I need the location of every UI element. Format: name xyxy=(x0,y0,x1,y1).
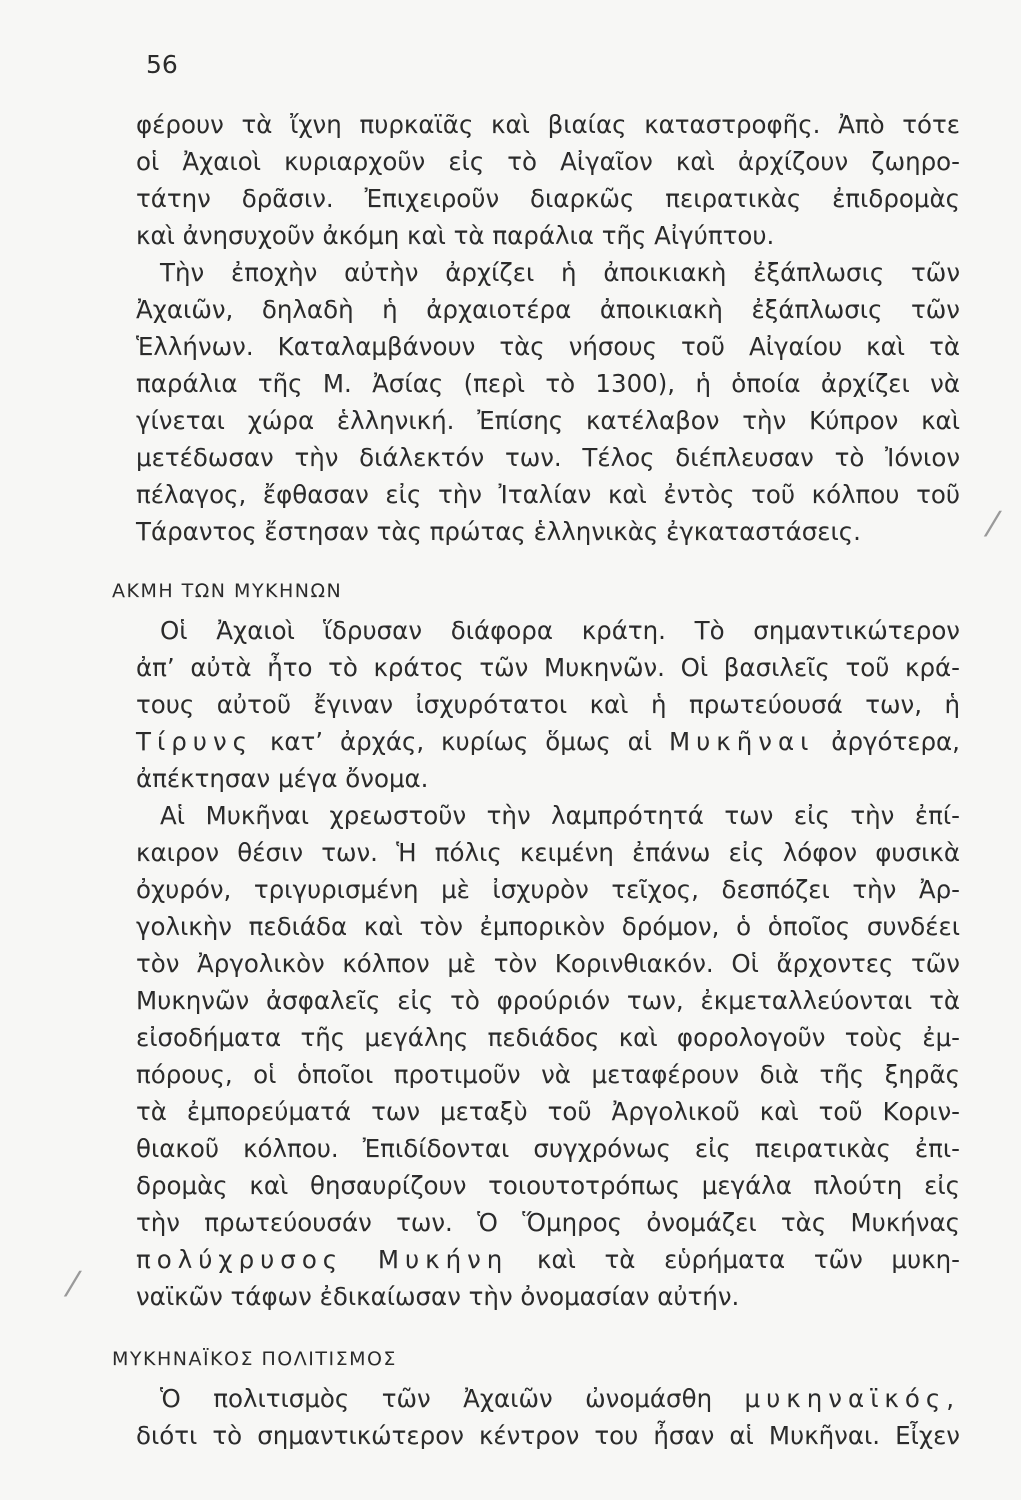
text-line: ἀπέκτησαν μέγα ὄνομα. xyxy=(136,764,429,793)
text-line: Τὴν ἐποχὴν αὐτὴν ἀρχίζει ἡ ἀποικιακὴ ἐξάπλωσις τῶν xyxy=(160,258,960,287)
text-line: γολικὴν πεδιάδα καὶ τὸν ἐμπορικὸν δρόμον, ὁ ὁποῖος συνδέει xyxy=(136,912,960,941)
text-line: ναϊκῶν τάφων ἐδικαίωσαν τὴν ὀνομασίαν αὐτήν. xyxy=(136,1282,740,1311)
text-line: φέρουν τὰ ἴχνη πυρκαϊᾶς καὶ βιαίας καταστροφῆς. Ἀπὸ τότε xyxy=(136,110,960,139)
text-line xyxy=(136,725,960,759)
section-heading: ΜΥΚΗΝΑΪΚΟΣ ΠΟΛΙΤΙΣΜΟΣ xyxy=(112,1348,397,1370)
text-line: καιρον θέσιν των. Ἡ πόλις κειμένη ἐπάνω εἰς λόφον φυσικὰ xyxy=(136,838,960,867)
text-line: διότι τὸ σημαντικώτερον κέντρον του ἦσαν αἱ Μυκῆναι. Εἶχεν xyxy=(136,1421,960,1450)
emphasized-word: Μυκῆναι xyxy=(668,727,815,756)
text-line xyxy=(136,1243,960,1277)
text-line: θιακοῦ κόλπου. Ἐπιδίδονται συγχρόνως εἰς πειρατικὰς ἐπι- xyxy=(136,1134,960,1163)
text-line: Μυκηνῶν ἀσφαλεῖς εἰς τὸ φρούριόν των, ἐκμεταλλεύονται τὰ xyxy=(136,986,960,1015)
text-line: Τάραντος ἔστησαν τὰς πρώτας ἑλληνικὰς ἐγκαταστάσεις. xyxy=(136,517,861,546)
text-line: οἱ Ἀχαιοὶ κυριαρχοῦν εἰς τὸ Αἰγαῖον καὶ ἀρχίζουν ζωηρο- xyxy=(136,147,960,176)
text-line: τὴν πρωτεύουσάν των. Ὁ Ὅμηρος ὀνομάζει τὰς Μυκήνας xyxy=(136,1208,960,1237)
text-line: πόρους, οἱ ὁποῖοι προτιμοῦν νὰ μεταφέρουν διὰ τῆς ξηρᾶς xyxy=(136,1060,960,1089)
pencil-mark-icon: ⁄ xyxy=(70,1265,76,1305)
text-line: τους αὐτοῦ ἔγιναν ἰσχυρότατοι καὶ ἡ πρωτεύουσά των, ἡ xyxy=(136,690,960,719)
emphasized-phrase: πολύχρυσος Μυκήνη xyxy=(136,1245,509,1274)
text-segment: κατ’ ἀρχάς, κυρίως ὅμως αἱ xyxy=(269,727,653,756)
text-line xyxy=(160,1382,960,1416)
text-line: γίνεται χώρα ἑλληνική. Ἐπίσης κατέλαβον τὴν Κύπρον καὶ xyxy=(136,406,960,435)
emphasized-word: μυκηναϊκός, xyxy=(744,1384,960,1413)
text-line: Ἑλλήνων. Καταλαμβάνουν τὰς νήσους τοῦ Αἰγαίου καὶ τὰ xyxy=(136,332,960,361)
text-line: ὀχυρόν, τριγυρισμένη μὲ ἰσχυρὸν τεῖχος, δεσπόζει τὴν Ἀρ- xyxy=(136,875,960,904)
text-segment: καὶ τὰ εὑρήματα τῶν μυκη- xyxy=(537,1245,961,1274)
text-line: ἀπ’ αὐτὰ ἦτο τὸ κράτος τῶν Μυκηνῶν. Οἱ βασιλεῖς τοῦ κρά- xyxy=(136,653,960,682)
text-line: Οἱ Ἀχαιοὶ ἵδρυσαν διάφορα κράτη. Τὸ σημαντικώτερον xyxy=(160,616,960,645)
text-line: δρομὰς καὶ θησαυρίζουν τοιουτοτρόπως μεγάλα πλούτη εἰς xyxy=(136,1171,960,1200)
text-line: Αἱ Μυκῆναι χρεωστοῦν τὴν λαμπρότητά των εἰς τὴν ἐπί- xyxy=(160,801,960,830)
emphasized-word: Τίρυνς xyxy=(136,727,254,756)
text-line: τὰ ἐμπορεύματά των μεταξὺ τοῦ Ἀργολικοῦ καὶ τοῦ Κοριν- xyxy=(136,1097,960,1126)
text-line: τὸν Ἀργολικὸν κόλπον μὲ τὸν Κορινθιακόν. Οἱ ἄρχοντες τῶν xyxy=(136,949,960,978)
text-line: τάτην δρᾶσιν. Ἐπιχειροῦν διαρκῶς πειρατικὰς ἐπιδρομὰς xyxy=(136,184,960,213)
text-line: πέλαγος, ἔφθασαν εἰς τὴν Ἰταλίαν καὶ ἐντὸς τοῦ κόλπου τοῦ xyxy=(136,480,960,509)
text-line: μετέδωσαν τὴν διάλεκτόν των. Τέλος διέπλευσαν τὸ Ἰόνιον xyxy=(136,443,960,472)
text-segment: ἀργότερα, xyxy=(831,727,960,756)
text-line: Ἀχαιῶν, δηλαδὴ ἡ ἀρχαιοτέρα ἀποικιακὴ ἐξάπλωσις τῶν xyxy=(136,295,960,324)
section-heading: ΑΚΜΗ ΤΩΝ ΜΥΚΗΝΩΝ xyxy=(112,580,343,602)
text-segment: Ὁ πολιτισμὸς τῶν Ἀχαιῶν ὠνομάσθη xyxy=(160,1384,713,1413)
text-line: παράλια τῆς Μ. Ἀσίας (περὶ τὸ 1300), ἡ ὁποία ἀρχίζει νὰ xyxy=(136,369,960,398)
pencil-mark-icon: ⁄ xyxy=(990,505,996,545)
text-line: καὶ ἀνησυχοῦν ἀκόμη καὶ τὰ παράλια τῆς Αἰγύπτου. xyxy=(136,221,775,250)
page-number: 56 xyxy=(146,50,178,79)
text-line: εἰσοδήματα τῆς μεγάλης πεδιάδος καὶ φορολογοῦν τοὺς ἐμ- xyxy=(136,1023,960,1052)
